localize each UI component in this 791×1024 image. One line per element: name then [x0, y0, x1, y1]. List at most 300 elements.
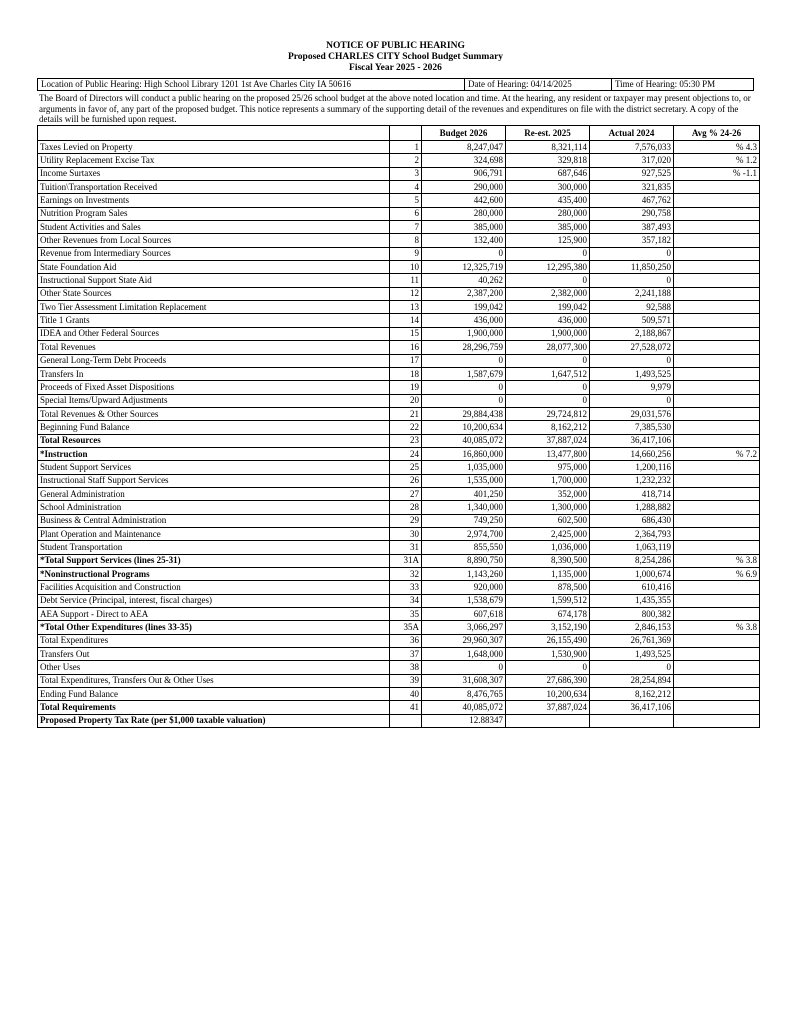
avg-pct-value: [674, 594, 760, 607]
row-label: *Total Support Services (lines 25-31): [38, 554, 390, 567]
row-label: *Total Other Expenditures (lines 33-35): [38, 621, 390, 634]
actual-2024-value: 8,162,212: [590, 688, 674, 701]
line-number: 29: [390, 514, 422, 527]
table-row: [38, 207, 760, 220]
row-label: Plant Operation and Maintenance: [38, 527, 390, 540]
avg-pct-value: % -1.1: [674, 167, 760, 180]
actual-2024-value: 0: [590, 354, 674, 367]
actual-2024-value: 1,000,674: [590, 568, 674, 581]
row-label: IDEA and Other Federal Sources: [38, 327, 390, 340]
row-label: Instructional Support State Aid: [38, 274, 390, 287]
budget-2026-value: 31,608,307: [422, 674, 506, 687]
reest-2025-value: [506, 714, 590, 727]
budget-2026-value: 0: [422, 661, 506, 674]
row-label: Other State Sources: [38, 287, 390, 300]
table-row: [38, 154, 760, 167]
column-header-budget-2026: Budget 2026: [422, 126, 506, 141]
actual-2024-value: 2,188,867: [590, 327, 674, 340]
budget-2026-value: 8,476,765: [422, 688, 506, 701]
reest-2025-value: 29,724,812: [506, 407, 590, 420]
reest-2025-value: 687,646: [506, 167, 590, 180]
table-row: [38, 341, 760, 354]
row-label: Instructional Staff Support Services: [38, 474, 390, 487]
reest-2025-value: 37,887,024: [506, 701, 590, 714]
actual-2024-value: 0: [590, 247, 674, 260]
actual-2024-value: 14,660,256: [590, 447, 674, 460]
reest-2025-value: 436,000: [506, 314, 590, 327]
avg-pct-value: [674, 514, 760, 527]
avg-pct-value: [674, 234, 760, 247]
reest-2025-value: 28,077,300: [506, 341, 590, 354]
row-label: AEA Support - Direct to AEA: [38, 608, 390, 621]
table-row: [38, 394, 760, 407]
reest-2025-value: 12,295,380: [506, 261, 590, 274]
budget-2026-value: 28,296,759: [422, 341, 506, 354]
reest-2025-value: 1,300,000: [506, 501, 590, 514]
avg-pct-value: [674, 207, 760, 220]
table-row: [38, 381, 760, 394]
line-number: 6: [390, 207, 422, 220]
actual-2024-value: 387,493: [590, 221, 674, 234]
actual-2024-value: 800,382: [590, 608, 674, 621]
avg-pct-value: [674, 301, 760, 314]
table-row: [38, 568, 760, 581]
budget-2026-value: 1,587,679: [422, 367, 506, 380]
avg-pct-value: [674, 434, 760, 447]
table-row: [38, 327, 760, 340]
row-label: Facilities Acquisition and Construction: [38, 581, 390, 594]
budget-2026-value: 1,648,000: [422, 648, 506, 661]
avg-pct-value: [674, 461, 760, 474]
table-row: [38, 661, 760, 674]
reest-2025-value: 0: [506, 354, 590, 367]
row-label: Tuition\Transportation Received: [38, 181, 390, 194]
avg-pct-value: [674, 634, 760, 647]
budget-2026-value: 749,250: [422, 514, 506, 527]
line-number: 10: [390, 261, 422, 274]
notice-paragraph: The Board of Directors will conduct a public hearing on the proposed 25/26 school budget at the above noted location and time. At the hearing, any resident or taxpayer may present objections to, or arguments in favor of, any part of the proposed budget. This notice represents a summary of the supporting detail of the revenues and expenditures on file with the district secretary. A copy of the details will be furnished upon request.: [39, 93, 751, 125]
row-label: Income Surtaxes: [38, 167, 390, 180]
table-row: [38, 648, 760, 661]
table-row: [38, 714, 760, 727]
actual-2024-value: 1,493,525: [590, 367, 674, 380]
avg-pct-value: % 1.2: [674, 154, 760, 167]
table-row: [38, 474, 760, 487]
row-label: State Foundation Aid: [38, 261, 390, 274]
actual-2024-value: 321,835: [590, 181, 674, 194]
budget-2026-value: 12.88347: [422, 714, 506, 727]
avg-pct-value: [674, 181, 760, 194]
actual-2024-value: 92,588: [590, 301, 674, 314]
row-label: Total Requirements: [38, 701, 390, 714]
reest-2025-value: 674,178: [506, 608, 590, 621]
row-label: Utility Replacement Excise Tax: [38, 154, 390, 167]
table-row: [38, 541, 760, 554]
row-label: Nutrition Program Sales: [38, 207, 390, 220]
fiscal-year: Fiscal Year 2025 - 2026: [349, 62, 442, 73]
line-number: 35A: [390, 621, 422, 634]
actual-2024-value: 317,020: [590, 154, 674, 167]
avg-pct-value: % 3.8: [674, 621, 760, 634]
reest-2025-value: 125,900: [506, 234, 590, 247]
line-number: 7: [390, 221, 422, 234]
actual-2024-value: 27,528,072: [590, 341, 674, 354]
budget-2026-value: 1,900,000: [422, 327, 506, 340]
reest-2025-value: 1,647,512: [506, 367, 590, 380]
reest-2025-value: 280,000: [506, 207, 590, 220]
reest-2025-value: 8,162,212: [506, 421, 590, 434]
actual-2024-value: 418,714: [590, 487, 674, 500]
line-number: 20: [390, 394, 422, 407]
budget-2026-value: 12,325,719: [422, 261, 506, 274]
table-row: [38, 487, 760, 500]
table-row: [38, 527, 760, 540]
table-row: [38, 701, 760, 714]
reest-2025-value: 2,382,000: [506, 287, 590, 300]
row-label: Other Revenues from Local Sources: [38, 234, 390, 247]
notice-title: NOTICE OF PUBLIC HEARING: [326, 41, 465, 51]
line-number: 13: [390, 301, 422, 314]
table-row: [38, 514, 760, 527]
budget-2026-value: 280,000: [422, 207, 506, 220]
budget-2026-value: 40,085,072: [422, 434, 506, 447]
line-number: 24: [390, 447, 422, 460]
actual-2024-value: 2,241,188: [590, 287, 674, 300]
table-row: [38, 247, 760, 260]
actual-2024-value: 9,979: [590, 381, 674, 394]
avg-pct-value: [674, 341, 760, 354]
table-row: [38, 421, 760, 434]
line-number: 3: [390, 167, 422, 180]
budget-2026-value: 1,538,679: [422, 594, 506, 607]
budget-2026-value: 436,000: [422, 314, 506, 327]
budget-2026-value: 0: [422, 381, 506, 394]
table-row: [38, 261, 760, 274]
table-row: [38, 621, 760, 634]
row-label: Student Support Services: [38, 461, 390, 474]
line-number: 39: [390, 674, 422, 687]
avg-pct-value: [674, 367, 760, 380]
avg-pct-value: % 6.9: [674, 568, 760, 581]
reest-2025-value: 1,900,000: [506, 327, 590, 340]
avg-pct-value: [674, 247, 760, 260]
budget-2026-value: 1,340,000: [422, 501, 506, 514]
table-row: [38, 688, 760, 701]
line-number: 40: [390, 688, 422, 701]
line-number: 27: [390, 487, 422, 500]
table-row: [38, 314, 760, 327]
avg-pct-value: [674, 661, 760, 674]
table-row: [38, 461, 760, 474]
avg-pct-value: [674, 688, 760, 701]
budget-2026-value: 324,698: [422, 154, 506, 167]
line-number: 17: [390, 354, 422, 367]
actual-2024-value: 8,254,286: [590, 554, 674, 567]
budget-2026-value: 1,535,000: [422, 474, 506, 487]
row-label: Total Expenditures, Transfers Out & Other Uses: [38, 674, 390, 687]
budget-2026-value: 385,000: [422, 221, 506, 234]
avg-pct-value: % 3.8: [674, 554, 760, 567]
budget-2026-value: 920,000: [422, 581, 506, 594]
line-number: 31A: [390, 554, 422, 567]
column-header: [38, 126, 390, 141]
column-header: [390, 126, 422, 141]
table-row: [38, 181, 760, 194]
table-row: [38, 594, 760, 607]
actual-2024-value: 686,430: [590, 514, 674, 527]
table-row: [38, 274, 760, 287]
row-label: Transfers In: [38, 367, 390, 380]
actual-2024-value: 29,031,576: [590, 407, 674, 420]
avg-pct-value: [674, 261, 760, 274]
line-number: 8: [390, 234, 422, 247]
budget-2026-value: 855,550: [422, 541, 506, 554]
avg-pct-value: % 4.3: [674, 141, 760, 154]
line-number: 5: [390, 194, 422, 207]
actual-2024-value: 1,232,232: [590, 474, 674, 487]
hearing-time: Time of Hearing: 05:30 PM: [611, 79, 757, 90]
hearing-location: Location of Public Hearing: High School Library 1201 1st Ave Charles City IA 50616: [41, 79, 352, 89]
reest-2025-value: 975,000: [506, 461, 590, 474]
table-row: [38, 581, 760, 594]
line-number: 31: [390, 541, 422, 554]
line-number: 16: [390, 341, 422, 354]
actual-2024-value: 0: [590, 394, 674, 407]
reest-2025-value: 329,818: [506, 154, 590, 167]
budget-2026-value: 29,884,438: [422, 407, 506, 420]
line-number: 30: [390, 527, 422, 540]
reest-2025-value: 1,036,000: [506, 541, 590, 554]
budget-2026-value: 607,618: [422, 608, 506, 621]
reest-2025-value: 37,887,024: [506, 434, 590, 447]
actual-2024-value: 357,182: [590, 234, 674, 247]
row-label: General Administration: [38, 487, 390, 500]
actual-2024-value: 36,417,106: [590, 701, 674, 714]
table-row: [38, 221, 760, 234]
budget-2026-value: 2,387,200: [422, 287, 506, 300]
line-number: 22: [390, 421, 422, 434]
avg-pct-value: [674, 381, 760, 394]
line-number: 26: [390, 474, 422, 487]
avg-pct-value: [674, 221, 760, 234]
budget-2026-value: 8,890,750: [422, 554, 506, 567]
reest-2025-value: 8,390,500: [506, 554, 590, 567]
table-row: [38, 141, 760, 154]
reest-2025-value: 1,135,000: [506, 568, 590, 581]
table-row: [38, 354, 760, 367]
line-number: 18: [390, 367, 422, 380]
line-number: 38: [390, 661, 422, 674]
budget-2026-value: 0: [422, 394, 506, 407]
actual-2024-value: 28,254,894: [590, 674, 674, 687]
avg-pct-value: [674, 421, 760, 434]
table-body: [38, 141, 760, 728]
actual-2024-value: 290,758: [590, 207, 674, 220]
line-number: 34: [390, 594, 422, 607]
actual-2024-value: 1,063,119: [590, 541, 674, 554]
reest-2025-value: 602,500: [506, 514, 590, 527]
table-row: [38, 608, 760, 621]
row-label: Total Expenditures: [38, 634, 390, 647]
reest-2025-value: 300,000: [506, 181, 590, 194]
column-header-avg-pct: Avg % 24-26: [674, 126, 760, 141]
reest-2025-value: 199,042: [506, 301, 590, 314]
actual-2024-value: 7,385,530: [590, 421, 674, 434]
budget-2026-value: 290,000: [422, 181, 506, 194]
line-number: 19: [390, 381, 422, 394]
actual-2024-value: 927,525: [590, 167, 674, 180]
actual-2024-value: 2,364,793: [590, 527, 674, 540]
row-label: Debt Service (Principal, interest, fiscal charges): [38, 594, 390, 607]
actual-2024-value: 2,846,153: [590, 621, 674, 634]
line-number: 32: [390, 568, 422, 581]
avg-pct-value: [674, 701, 760, 714]
table-row: [38, 234, 760, 247]
table-row: [38, 194, 760, 207]
table-header-row: [38, 126, 760, 141]
reest-2025-value: 1,700,000: [506, 474, 590, 487]
reest-2025-value: 352,000: [506, 487, 590, 500]
budget-2026-value: 906,791: [422, 167, 506, 180]
row-label: Two Tier Assessment Limitation Replacement: [38, 301, 390, 314]
line-number: 37: [390, 648, 422, 661]
reest-2025-value: 435,400: [506, 194, 590, 207]
row-label: General Long-Term Debt Proceeds: [38, 354, 390, 367]
actual-2024-value: 1,288,882: [590, 501, 674, 514]
column-header-actual-2024: Actual 2024: [590, 126, 674, 141]
reest-2025-value: 1,530,900: [506, 648, 590, 661]
budget-2026-value: 0: [422, 354, 506, 367]
budget-2026-value: 2,974,700: [422, 527, 506, 540]
actual-2024-value: 0: [590, 274, 674, 287]
budget-2026-value: 1,143,260: [422, 568, 506, 581]
budget-2026-value: 199,042: [422, 301, 506, 314]
actual-2024-value: 1,200,116: [590, 461, 674, 474]
row-label: Total Revenues & Other Sources: [38, 407, 390, 420]
reest-2025-value: 2,425,000: [506, 527, 590, 540]
budget-2026-value: 401,250: [422, 487, 506, 500]
avg-pct-value: [674, 674, 760, 687]
table-row: [38, 674, 760, 687]
table-row: [38, 634, 760, 647]
avg-pct-value: [674, 354, 760, 367]
avg-pct-value: [674, 327, 760, 340]
row-label: Proceeds of Fixed Asset Dispositions: [38, 381, 390, 394]
line-number: 12: [390, 287, 422, 300]
avg-pct-value: [674, 407, 760, 420]
reest-2025-value: 27,686,390: [506, 674, 590, 687]
avg-pct-value: [674, 314, 760, 327]
line-number: 28: [390, 501, 422, 514]
budget-2026-value: 16,860,000: [422, 447, 506, 460]
avg-pct-value: [674, 527, 760, 540]
line-number: 9: [390, 247, 422, 260]
budget-2026-value: 0: [422, 247, 506, 260]
reest-2025-value: 0: [506, 661, 590, 674]
budget-2026-value: 40,085,072: [422, 701, 506, 714]
table-row: [38, 434, 760, 447]
reest-2025-value: 0: [506, 274, 590, 287]
hearing-date: Date of Hearing: 04/14/2025: [464, 79, 614, 90]
table-row: [38, 447, 760, 460]
actual-2024-value: 7,576,033: [590, 141, 674, 154]
budget-2026-value: 1,035,000: [422, 461, 506, 474]
table-row: [38, 167, 760, 180]
row-label: Total Resources: [38, 434, 390, 447]
budget-2026-value: 3,066,297: [422, 621, 506, 634]
avg-pct-value: [674, 474, 760, 487]
column-header-reest-2025: Re-est. 2025: [506, 126, 590, 141]
row-label: Earnings on Investments: [38, 194, 390, 207]
budget-2026-value: 442,600: [422, 194, 506, 207]
row-label: Revenue from Intermediary Sources: [38, 247, 390, 260]
row-label: *Noninstructional Programs: [38, 568, 390, 581]
reest-2025-value: 10,200,634: [506, 688, 590, 701]
avg-pct-value: [674, 287, 760, 300]
actual-2024-value: [590, 714, 674, 727]
actual-2024-value: 0: [590, 661, 674, 674]
reest-2025-value: 385,000: [506, 221, 590, 234]
reest-2025-value: 0: [506, 247, 590, 260]
line-number: 2: [390, 154, 422, 167]
actual-2024-value: 1,493,525: [590, 648, 674, 661]
actual-2024-value: 1,435,355: [590, 594, 674, 607]
table-row: [38, 407, 760, 420]
avg-pct-value: [674, 394, 760, 407]
actual-2024-value: 26,761,369: [590, 634, 674, 647]
reest-2025-value: 26,155,490: [506, 634, 590, 647]
budget-2026-value: 132,400: [422, 234, 506, 247]
table-row: [38, 554, 760, 567]
line-number: 35: [390, 608, 422, 621]
budget-2026-value: 40,262: [422, 274, 506, 287]
table-row: [38, 287, 760, 300]
actual-2024-value: 509,571: [590, 314, 674, 327]
line-number: 33: [390, 581, 422, 594]
line-number: 15: [390, 327, 422, 340]
budget-2026-value: 10,200,634: [422, 421, 506, 434]
table-row: [38, 501, 760, 514]
line-number: 1: [390, 141, 422, 154]
notice-subtitle: Proposed CHARLES CITY School Budget Summary: [287, 52, 504, 62]
line-number: 21: [390, 407, 422, 420]
avg-pct-value: [674, 541, 760, 554]
reest-2025-value: 0: [506, 394, 590, 407]
table-row: [38, 367, 760, 380]
row-label: Ending Fund Balance: [38, 688, 390, 701]
row-label: Transfers Out: [38, 648, 390, 661]
avg-pct-value: [674, 194, 760, 207]
avg-pct-value: [674, 648, 760, 661]
reest-2025-value: 1,599,512: [506, 594, 590, 607]
avg-pct-value: [674, 274, 760, 287]
row-label: Proposed Property Tax Rate (per $1,000 taxable valuation): [38, 714, 390, 727]
reest-2025-value: 878,500: [506, 581, 590, 594]
row-label: Taxes Levied on Property: [38, 141, 390, 154]
reest-2025-value: 3,152,190: [506, 621, 590, 634]
row-label: Business & Central Administration: [38, 514, 390, 527]
budget-2026-value: 8,247,047: [422, 141, 506, 154]
avg-pct-value: [674, 581, 760, 594]
line-number: 25: [390, 461, 422, 474]
avg-pct-value: [674, 501, 760, 514]
actual-2024-value: 11,850,250: [590, 261, 674, 274]
budget-2026-value: 29,960,307: [422, 634, 506, 647]
row-label: Student Activities and Sales: [38, 221, 390, 234]
table-row: [38, 301, 760, 314]
avg-pct-value: [674, 714, 760, 727]
row-label: Title 1 Grants: [38, 314, 390, 327]
